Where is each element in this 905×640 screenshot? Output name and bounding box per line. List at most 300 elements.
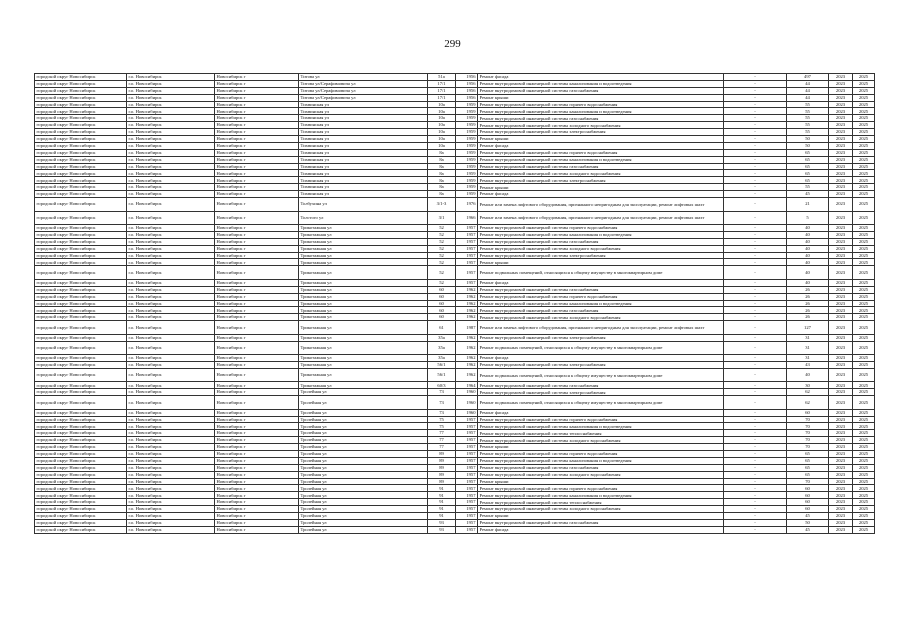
dash-cell: - [724, 389, 787, 396]
district-cell: г.о. Новосибирск [127, 409, 215, 416]
municipality-cell: городской округ Новосибирск [35, 163, 127, 170]
table-row [35, 231, 875, 238]
municipality-cell: городской округ Новосибирск [35, 341, 127, 355]
city-cell: Новосибирск г [215, 409, 299, 416]
year-end-cell: 2025 [853, 293, 875, 300]
street-cell: Трикотажная ул [299, 293, 428, 300]
street-cell: Тихвинская ул [299, 184, 428, 191]
city-cell: Новосибирск г [215, 492, 299, 499]
house-number-cell: 52 [428, 266, 456, 280]
dash-cell: - [724, 245, 787, 252]
district-cell: г.о. Новосибирск [127, 286, 215, 293]
house-number-cell: 10а [428, 115, 456, 122]
street-cell: Титова ул/Серафимовича ул [299, 94, 428, 101]
house-number-cell: 89 [428, 478, 456, 485]
value-cell: 45 [787, 526, 829, 533]
year-end-cell: 2025 [853, 519, 875, 526]
city-cell: Новосибирск г [215, 87, 299, 94]
table-row [35, 142, 875, 149]
house-number-cell: 10а [428, 122, 456, 129]
house-number-cell: 60 [428, 314, 456, 321]
street-cell: Титова ул [299, 74, 428, 81]
year-start-cell: 2023 [829, 314, 853, 321]
house-number-cell: 10а [428, 129, 456, 136]
table-row [35, 170, 875, 177]
district-cell: г.о. Новосибирск [127, 519, 215, 526]
district-cell: г.о. Новосибирск [127, 499, 215, 506]
dash-cell: - [724, 485, 787, 492]
district-cell: г.о. Новосибирск [127, 231, 215, 238]
house-number-cell: 10а [428, 136, 456, 143]
dash-cell: - [724, 177, 787, 184]
district-cell: г.о. Новосибирск [127, 94, 215, 101]
district-cell: г.о. Новосибирск [127, 266, 215, 280]
year-cell: 1957 [456, 513, 478, 520]
year-start-cell: 2023 [829, 163, 853, 170]
municipality-cell: городской округ Новосибирск [35, 444, 127, 451]
year-cell: 1957 [456, 259, 478, 266]
table-row [35, 382, 875, 389]
table-row [35, 238, 875, 245]
year-cell: 1962 [456, 362, 478, 369]
dash-cell: - [724, 444, 787, 451]
house-number-cell: 17/1 [428, 87, 456, 94]
year-end-cell: 2025 [853, 499, 875, 506]
municipality-cell: городской округ Новосибирск [35, 423, 127, 430]
value-cell: 44 [787, 80, 829, 87]
year-end-cell: 2025 [853, 389, 875, 396]
table-row [35, 430, 875, 437]
dash-cell: - [724, 519, 787, 526]
street-cell: Трикотажная ул [299, 334, 428, 341]
street-cell: Трикотажная ул [299, 307, 428, 314]
municipality-cell: городской округ Новосибирск [35, 129, 127, 136]
year-start-cell: 2023 [829, 101, 853, 108]
year-end-cell: 2025 [853, 136, 875, 143]
dash-cell: - [724, 266, 787, 280]
table-row [35, 286, 875, 293]
house-number-cell: 8а [428, 184, 456, 191]
dash-cell: - [724, 457, 787, 464]
year-end-cell: 2025 [853, 115, 875, 122]
value-cell: 70 [787, 444, 829, 451]
work-type-cell: Ремонт внутридомовой инженерной системы газоснабжения [478, 238, 724, 245]
table-row [35, 389, 875, 396]
house-number-cell: 61 [428, 321, 456, 335]
year-cell: 1959 [456, 170, 478, 177]
year-start-cell: 2023 [829, 526, 853, 533]
work-type-cell: Ремонт внутридомовой инженерной системы электроснабжения [478, 389, 724, 396]
street-cell: Тихвинская ул [299, 115, 428, 122]
value-cell: 40 [787, 259, 829, 266]
municipality-cell: городской округ Новосибирск [35, 409, 127, 416]
city-cell: Новосибирск г [215, 499, 299, 506]
dash-cell: - [724, 355, 787, 362]
table-row [35, 464, 875, 471]
year-cell: 1962 [456, 341, 478, 355]
work-type-cell: Ремонт фасада [478, 279, 724, 286]
street-cell: Тролейная ул [299, 471, 428, 478]
street-cell: Трикотажная ул [299, 238, 428, 245]
year-start-cell: 2023 [829, 74, 853, 81]
value-cell: 26 [787, 293, 829, 300]
district-cell: г.о. Новосибирск [127, 464, 215, 471]
year-start-cell: 2023 [829, 409, 853, 416]
municipality-cell: городской округ Новосибирск [35, 74, 127, 81]
year-end-cell: 2025 [853, 464, 875, 471]
dash-cell: - [724, 464, 787, 471]
year-cell: 1959 [456, 108, 478, 115]
municipality-cell: городской округ Новосибирск [35, 238, 127, 245]
value-cell: 40 [787, 238, 829, 245]
street-cell: Трикотажная ул [299, 245, 428, 252]
city-cell: Новосибирск г [215, 478, 299, 485]
year-cell: 1959 [456, 156, 478, 163]
table-row [35, 156, 875, 163]
year-end-cell: 2025 [853, 177, 875, 184]
house-number-cell: 75 [428, 416, 456, 423]
value-cell: 50 [787, 136, 829, 143]
street-cell: Трикотажная ул [299, 321, 428, 335]
year-start-cell: 2023 [829, 444, 853, 451]
year-cell: 1957 [456, 252, 478, 259]
district-cell: г.о. Новосибирск [127, 163, 215, 170]
table-row [35, 519, 875, 526]
value-cell: 55 [787, 115, 829, 122]
house-number-cell: 89 [428, 457, 456, 464]
street-cell: Трикотажная ул [299, 300, 428, 307]
dash-cell: - [724, 321, 787, 335]
street-cell: Тихвинская ул [299, 129, 428, 136]
value-cell: 30 [787, 382, 829, 389]
municipality-cell: городской округ Новосибирск [35, 321, 127, 335]
house-number-cell: 10а [428, 101, 456, 108]
district-cell: г.о. Новосибирск [127, 136, 215, 143]
work-type-cell: Ремонт крыши [478, 444, 724, 451]
year-start-cell: 2023 [829, 225, 853, 232]
district-cell: г.о. Новосибирск [127, 382, 215, 389]
district-cell: г.о. Новосибирск [127, 252, 215, 259]
year-cell: 1957 [456, 266, 478, 280]
district-cell: г.о. Новосибирск [127, 80, 215, 87]
street-cell: Тихвинская ул [299, 108, 428, 115]
year-end-cell: 2025 [853, 334, 875, 341]
work-type-cell: Ремонт внутридомовой инженерной системы электроснабжения [478, 334, 724, 341]
year-end-cell: 2025 [853, 156, 875, 163]
city-cell: Новосибирск г [215, 177, 299, 184]
street-cell: Трикотажная ул [299, 231, 428, 238]
year-start-cell: 2023 [829, 416, 853, 423]
street-cell: Трикотажная ул [299, 362, 428, 369]
year-cell: 1960 [456, 389, 478, 396]
table-row [35, 87, 875, 94]
house-number-cell: 89 [428, 471, 456, 478]
municipality-cell: городской округ Новосибирск [35, 122, 127, 129]
value-cell: 45 [787, 513, 829, 520]
house-number-cell: 8а [428, 163, 456, 170]
street-cell: Тролейная ул [299, 451, 428, 458]
municipality-cell: городской округ Новосибирск [35, 314, 127, 321]
value-cell: 497 [787, 74, 829, 81]
dash-cell: - [724, 314, 787, 321]
municipality-cell: городской округ Новосибирск [35, 101, 127, 108]
house-number-cell: 77 [428, 430, 456, 437]
table-row [35, 478, 875, 485]
value-cell: 70 [787, 478, 829, 485]
year-end-cell: 2025 [853, 396, 875, 410]
work-type-cell: Ремонт внутридомовой инженерной системы канализования и водоотведения [478, 80, 724, 87]
dash-cell: - [724, 170, 787, 177]
year-end-cell: 2025 [853, 416, 875, 423]
value-cell: 70 [787, 423, 829, 430]
house-number-cell: 91 [428, 485, 456, 492]
year-cell: 1959 [456, 191, 478, 198]
year-cell: 1959 [456, 163, 478, 170]
work-type-cell: Ремонт внутридомовой инженерной системы канализования и водоотведения [478, 231, 724, 238]
street-cell: Титова ул/Серафимовича ул [299, 80, 428, 87]
dash-cell: - [724, 74, 787, 81]
street-cell: Тролейная ул [299, 444, 428, 451]
value-cell: 65 [787, 457, 829, 464]
work-type-cell: Ремонт внутридомовой инженерной системы газоснабжения [478, 115, 724, 122]
table-row [35, 136, 875, 143]
work-type-cell: Ремонт крыши [478, 184, 724, 191]
year-start-cell: 2023 [829, 177, 853, 184]
table-row [35, 293, 875, 300]
district-cell: г.о. Новосибирск [127, 321, 215, 335]
year-end-cell: 2025 [853, 513, 875, 520]
city-cell: Новосибирск г [215, 101, 299, 108]
district-cell: г.о. Новосибирск [127, 198, 215, 212]
dash-cell: - [724, 492, 787, 499]
work-type-cell: Ремонт фасада [478, 355, 724, 362]
municipality-cell: городской округ Новосибирск [35, 149, 127, 156]
house-number-cell: 93 [428, 519, 456, 526]
table-row [35, 163, 875, 170]
dash-cell: - [724, 184, 787, 191]
dash-cell: - [724, 416, 787, 423]
table-row [35, 321, 875, 335]
district-cell: г.о. Новосибирск [127, 101, 215, 108]
district-cell: г.о. Новосибирск [127, 293, 215, 300]
house-number-cell: 91 [428, 506, 456, 513]
district-cell: г.о. Новосибирск [127, 368, 215, 382]
house-number-cell: 73 [428, 409, 456, 416]
year-end-cell: 2025 [853, 478, 875, 485]
value-cell: 65 [787, 163, 829, 170]
value-cell: 26 [787, 314, 829, 321]
dash-cell: - [724, 368, 787, 382]
value-cell: 60 [787, 506, 829, 513]
municipality-cell: городской округ Новосибирск [35, 457, 127, 464]
dash-cell: - [724, 259, 787, 266]
district-cell: г.о. Новосибирск [127, 184, 215, 191]
year-cell: 1959 [456, 149, 478, 156]
dash-cell: - [724, 286, 787, 293]
house-number-cell: 10а [428, 108, 456, 115]
value-cell: 21 [787, 198, 829, 212]
year-end-cell: 2025 [853, 142, 875, 149]
district-cell: г.о. Новосибирск [127, 245, 215, 252]
house-number-cell: 35а [428, 341, 456, 355]
year-end-cell: 2025 [853, 409, 875, 416]
year-start-cell: 2023 [829, 142, 853, 149]
dash-cell: - [724, 198, 787, 212]
work-type-cell: Ремонт подвальных помещений, относящихся к общему имуществу в многоквартирном доме [478, 368, 724, 382]
work-type-cell: Ремонт внутридомовой инженерной системы горячего водоснабжения [478, 293, 724, 300]
year-cell: 1959 [456, 136, 478, 143]
value-cell: 55 [787, 184, 829, 191]
city-cell: Новосибирск г [215, 341, 299, 355]
work-type-cell: Ремонт внутридомовой инженерной системы горячего водоснабжения [478, 101, 724, 108]
district-cell: г.о. Новосибирск [127, 225, 215, 232]
street-cell: Титова ул/Серафимовича ул [299, 87, 428, 94]
table-row [35, 149, 875, 156]
year-start-cell: 2023 [829, 129, 853, 136]
table-row [35, 409, 875, 416]
street-cell: Тролейная ул [299, 519, 428, 526]
municipality-cell: городской округ Новосибирск [35, 177, 127, 184]
district-cell: г.о. Новосибирск [127, 423, 215, 430]
table-row [35, 526, 875, 533]
district-cell: г.о. Новосибирск [127, 259, 215, 266]
district-cell: г.о. Новосибирск [127, 430, 215, 437]
year-start-cell: 2023 [829, 307, 853, 314]
year-cell: 1959 [456, 184, 478, 191]
value-cell: 60 [787, 409, 829, 416]
year-cell: 1957 [456, 485, 478, 492]
municipality-cell: городской округ Новосибирск [35, 478, 127, 485]
work-type-cell: Ремонт подвальных помещений, относящихся к общему имуществу в многоквартирном доме [478, 266, 724, 280]
municipality-cell: городской округ Новосибирск [35, 307, 127, 314]
year-cell: 1957 [456, 279, 478, 286]
table-row [35, 437, 875, 444]
year-end-cell: 2025 [853, 198, 875, 212]
district-cell: г.о. Новосибирск [127, 300, 215, 307]
value-cell: 26 [787, 286, 829, 293]
year-end-cell: 2025 [853, 184, 875, 191]
district-cell: г.о. Новосибирск [127, 314, 215, 321]
house-number-cell: 8а [428, 177, 456, 184]
house-number-cell: 17/1 [428, 94, 456, 101]
year-cell: 1957 [456, 225, 478, 232]
year-start-cell: 2023 [829, 279, 853, 286]
municipality-cell: городской округ Новосибирск [35, 198, 127, 212]
dash-cell: - [724, 122, 787, 129]
table-row [35, 334, 875, 341]
city-cell: Новосибирск г [215, 163, 299, 170]
street-cell: Трикотажная ул [299, 259, 428, 266]
city-cell: Новосибирск г [215, 198, 299, 212]
dash-cell: - [724, 142, 787, 149]
value-cell: 60 [787, 485, 829, 492]
street-cell: Тролейная ул [299, 409, 428, 416]
municipality-cell: городской округ Новосибирск [35, 451, 127, 458]
work-type-cell: Ремонт внутридомовой инженерной системы канализования и водоотведения [478, 108, 724, 115]
district-cell: г.о. Новосибирск [127, 108, 215, 115]
work-type-cell: Ремонт крыши [478, 513, 724, 520]
year-start-cell: 2023 [829, 238, 853, 245]
work-type-cell: Ремонт внутридомовой инженерной системы холодного водоснабжения [478, 245, 724, 252]
dash-cell: - [724, 409, 787, 416]
year-cell: 1957 [456, 519, 478, 526]
house-number-cell: 73 [428, 389, 456, 396]
year-end-cell: 2025 [853, 382, 875, 389]
municipality-cell: городской округ Новосибирск [35, 252, 127, 259]
year-cell: 1957 [456, 478, 478, 485]
district-cell: г.о. Новосибирск [127, 307, 215, 314]
year-start-cell: 2023 [829, 437, 853, 444]
year-start-cell: 2023 [829, 321, 853, 335]
year-end-cell: 2025 [853, 423, 875, 430]
city-cell: Новосибирск г [215, 225, 299, 232]
street-cell: Тихвинская ул [299, 136, 428, 143]
year-cell: 1962 [456, 286, 478, 293]
street-cell: Тролейная ул [299, 437, 428, 444]
value-cell: 65 [787, 471, 829, 478]
year-cell: 1957 [456, 416, 478, 423]
dash-cell: - [724, 279, 787, 286]
year-start-cell: 2023 [829, 396, 853, 410]
year-end-cell: 2025 [853, 492, 875, 499]
city-cell: Новосибирск г [215, 457, 299, 464]
work-type-cell: Ремонт внутридомовой инженерной системы газоснабжения [478, 464, 724, 471]
value-cell: 65 [787, 170, 829, 177]
year-end-cell: 2025 [853, 122, 875, 129]
year-start-cell: 2023 [829, 341, 853, 355]
year-end-cell: 2025 [853, 225, 875, 232]
table-row [35, 506, 875, 513]
value-cell: 60 [787, 492, 829, 499]
dash-cell: - [724, 115, 787, 122]
year-cell: 1960 [456, 409, 478, 416]
year-end-cell: 2025 [853, 362, 875, 369]
city-cell: Новосибирск г [215, 149, 299, 156]
table-row [35, 300, 875, 307]
value-cell: 62 [787, 396, 829, 410]
house-number-cell: 75 [428, 423, 456, 430]
house-number-cell: 8а [428, 170, 456, 177]
municipality-cell: городской округ Новосибирск [35, 184, 127, 191]
year-start-cell: 2023 [829, 108, 853, 115]
dash-cell: - [724, 156, 787, 163]
dash-cell: - [724, 238, 787, 245]
work-type-cell: Ремонт внутридомовой инженерной системы холодного водоснабжения [478, 437, 724, 444]
value-cell: 26 [787, 300, 829, 307]
city-cell: Новосибирск г [215, 396, 299, 410]
work-type-cell: Ремонт внутридомовой инженерной системы холодного водоснабжения [478, 506, 724, 513]
street-cell: Трикотажная ул [299, 225, 428, 232]
district-cell: г.о. Новосибирск [127, 492, 215, 499]
year-cell: 1959 [456, 101, 478, 108]
value-cell: 40 [787, 279, 829, 286]
district-cell: г.о. Новосибирск [127, 149, 215, 156]
municipality-cell: городской округ Новосибирск [35, 87, 127, 94]
city-cell: Новосибирск г [215, 485, 299, 492]
year-start-cell: 2023 [829, 156, 853, 163]
street-cell: Тихвинская ул [299, 163, 428, 170]
dash-cell: - [724, 163, 787, 170]
house-number-cell: 35а [428, 334, 456, 341]
street-cell: Толбухина ул [299, 198, 428, 212]
street-cell: Тролейная ул [299, 423, 428, 430]
dash-cell: - [724, 334, 787, 341]
city-cell: Новосибирск г [215, 321, 299, 335]
year-start-cell: 2023 [829, 478, 853, 485]
house-number-cell: 52 [428, 259, 456, 266]
municipality-cell: городской округ Новосибирск [35, 437, 127, 444]
work-type-cell: Ремонт или замена лифтового оборудования, признанного непригодным для эксплуатации, ремонт лифтовых шахт [478, 198, 724, 212]
